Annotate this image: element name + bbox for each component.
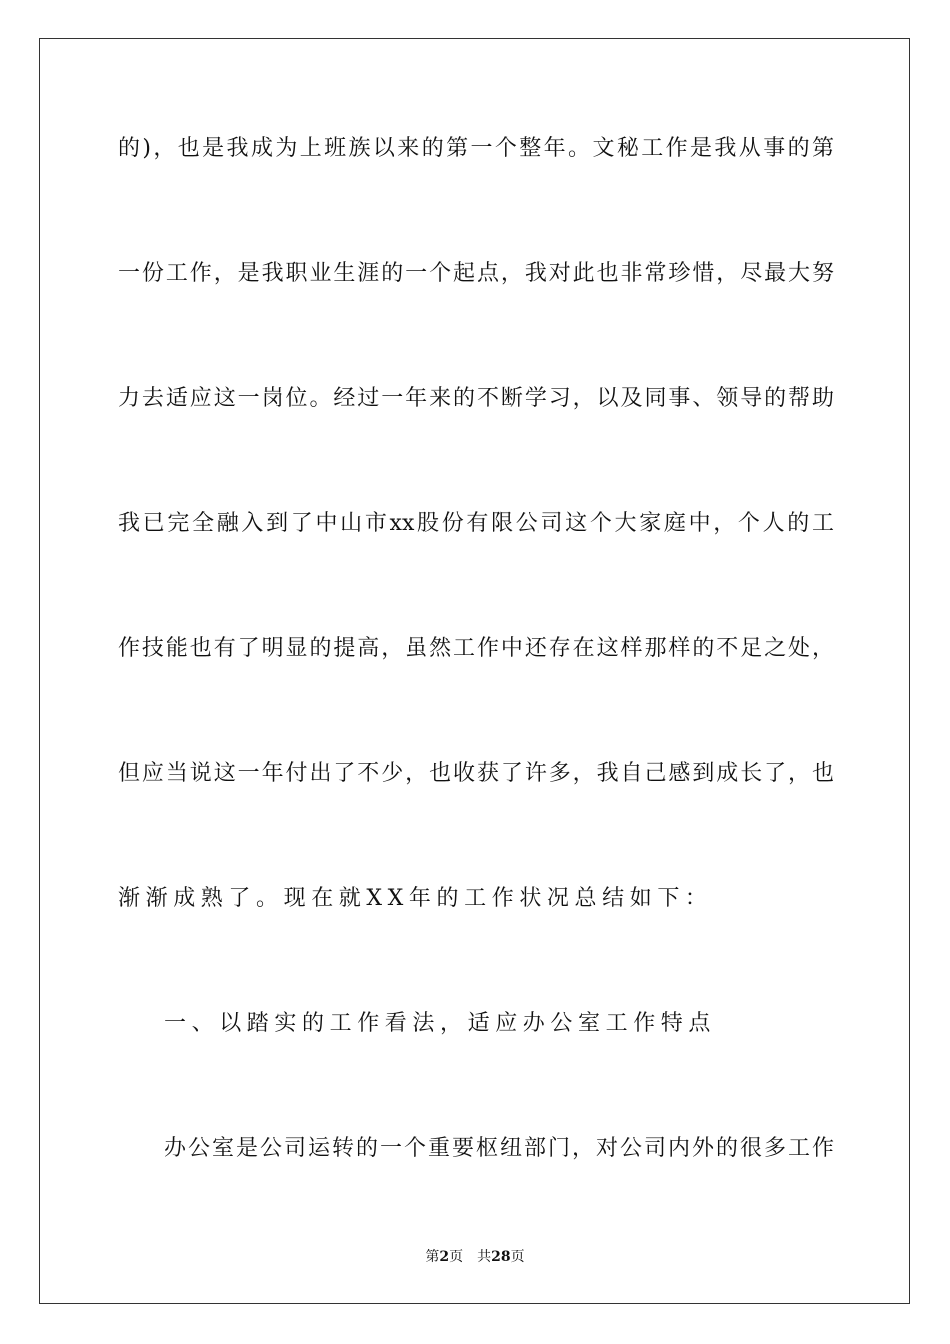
page-footer [0,1246,950,1268]
body-line-2: 一份工作，是我职业生涯的一个起点，我对此也非常珍惜，尽最大努 [118,261,834,286]
footer-page-total: 28 [491,1249,511,1265]
body-line-4: 我已完全融入到了中山市xx股份有限公司这个大家庭中，个人的工 [118,511,834,536]
footer-total-suffix: 页 [510,1249,525,1265]
footer-total-prefix: 共 [477,1249,492,1265]
body-line-1: 的)，也是我成为上班族以来的第一个整年。文秘工作是我从事的第 [118,136,834,161]
body-line-7: 渐渐成熟了。现在就XX年的工作状况总结如下： [118,886,713,911]
body-line-6: 但应当说这一年付出了不少，也收获了许多，我自己感到成长了，也 [118,761,834,786]
footer-page-suffix: 页 [449,1249,464,1265]
page-frame [39,38,910,1304]
section-heading: 一、以踏实的工作看法，适应办公室工作特点 [164,1011,717,1036]
footer-page-current: 2 [439,1249,450,1265]
body-line-3: 力去适应这一岗位。经过一年来的不断学习，以及同事、领导的帮助 [118,386,834,411]
paragraph-2-line-1: 办公室是公司运转的一个重要枢纽部门，对公司内外的很多工作 [164,1136,834,1161]
footer-page-prefix: 第 [425,1249,440,1265]
body-line-5: 作技能也有了明显的提高，虽然工作中还存在这样那样的不足之处， [118,636,834,661]
